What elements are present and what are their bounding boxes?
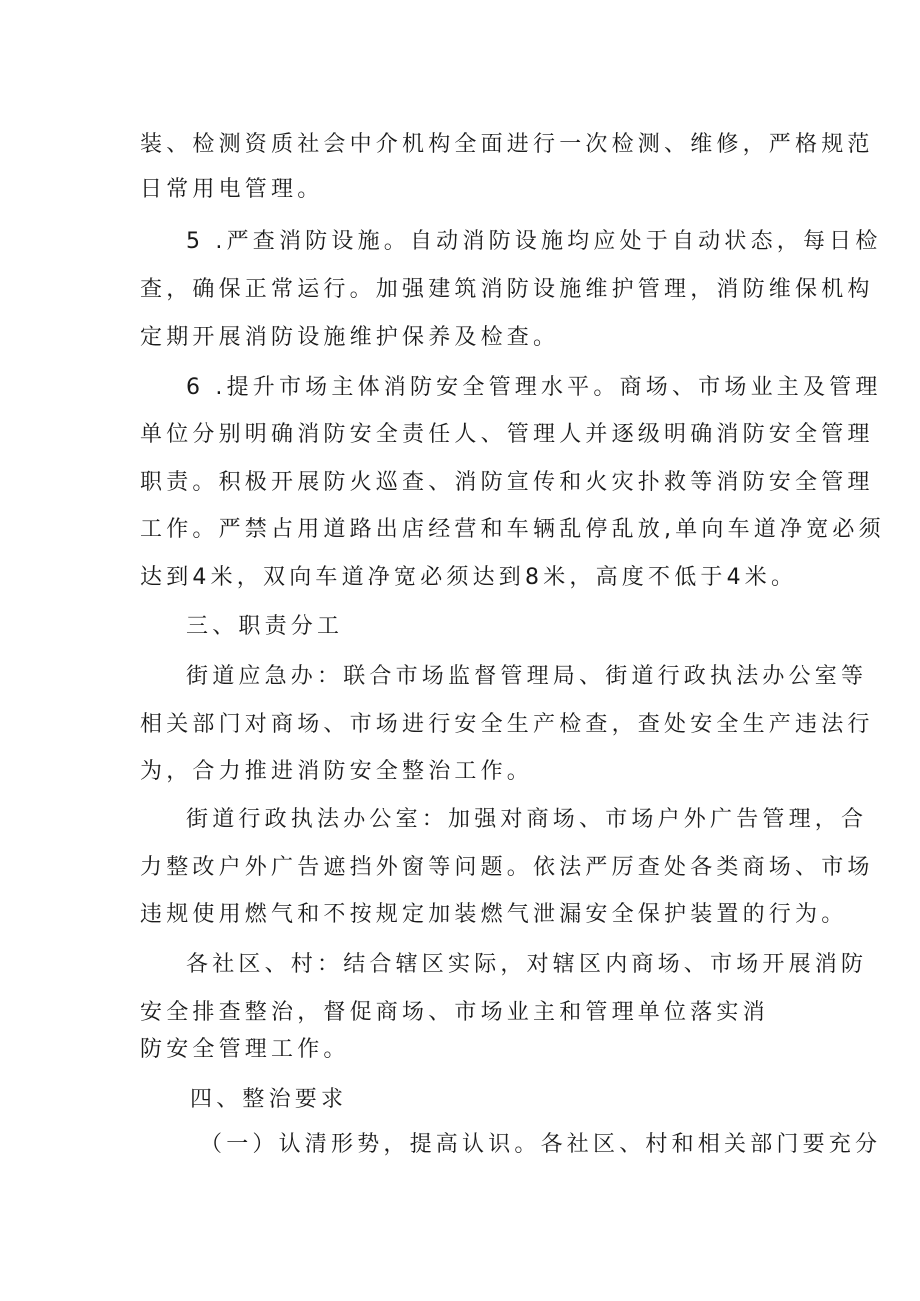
paragraph-line: 街道应急办：联合市场监督管理局、街道行政执法办公室等 bbox=[186, 664, 868, 689]
paragraph-line: 工作。严禁占用道路出店经营和车辆乱停乱放,单向车道净宽必须 bbox=[140, 517, 885, 542]
paragraph-line: （一）认清形势，提高认识。各社区、村和相关部门要充分 bbox=[200, 1132, 882, 1157]
paragraph-line: 街道行政执法办公室：加强对商场、市场户外广告管理，合 bbox=[186, 807, 868, 832]
paragraph-line: 安全排查整治，督促商场、市场业主和管理单位落实消 bbox=[140, 1000, 769, 1025]
paragraph-line: 各社区、村：结合辖区实际，对辖区内商场、市场开展消防 bbox=[186, 952, 868, 977]
paragraph-line: 职责。积极开展防火巡查、消防宣传和火灾扑救等消防安全管理 bbox=[140, 470, 874, 495]
section-heading: 三、职责分工 bbox=[186, 614, 344, 639]
paragraph-line: 单位分别明确消防安全责任人、管理人并逐级明确消防安全管理 bbox=[140, 422, 874, 447]
paragraph-line: 为，合力推进消防安全整治工作。 bbox=[140, 759, 534, 784]
section-heading: 四、整治要求 bbox=[190, 1087, 348, 1112]
paragraph-line: 达到4米，双向车道净宽必须达到8米，高度不低于4米。 bbox=[140, 565, 798, 590]
paragraph-line: 相关部门对商场、市场进行安全生产检查，查处安全生产违法行 bbox=[140, 712, 874, 737]
paragraph-line: 定期开展消防设施维护保养及检查。 bbox=[140, 325, 560, 350]
paragraph-line: 5 .严查消防设施。自动消防设施均应处于自动状态，每日检 bbox=[186, 229, 882, 254]
paragraph-line: 6 .提升市场主体消防安全管理水平。商场、市场业主及管理 bbox=[186, 375, 882, 400]
paragraph-line: 装、检测资质社会中介机构全面进行一次检测、维修，严格规范 bbox=[140, 132, 874, 157]
paragraph-line: 查，确保正常运行。加强建筑消防设施维护管理，消防维保机构 bbox=[140, 277, 874, 302]
paragraph-line: 日常用电管理。 bbox=[140, 177, 324, 202]
paragraph-line: 违规使用燃气和不按规定加装燃气泄漏安全保护装置的行为。 bbox=[140, 902, 848, 927]
paragraph-line: 防安全管理工作。 bbox=[140, 1037, 350, 1062]
paragraph-line: 力整改户外广告遮挡外窗等问题。依法严厉查处各类商场、市场 bbox=[140, 855, 874, 880]
